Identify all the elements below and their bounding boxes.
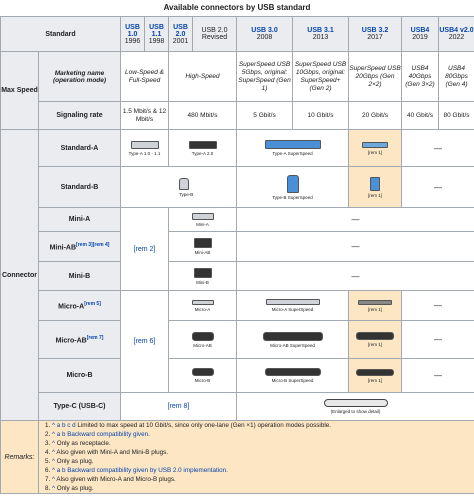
connector-header: Connector [1, 130, 39, 421]
remarks-list [39, 421, 474, 493]
mini-ab-receptacle-icon [194, 238, 212, 248]
micro-ab-header: Micro-AB[rem 7] [39, 321, 121, 359]
micro-a-usb32-plug-icon [358, 300, 392, 305]
standard-a-img-3: Type-A SuperSpeed [237, 130, 349, 167]
max-speed-header: Max Speed [1, 52, 39, 130]
micro-b-header: Micro-B [39, 359, 121, 393]
mini-b-img: Mini-B [169, 262, 237, 291]
micro-a-header: Micro-A[rem 5] [39, 291, 121, 321]
micro-b-plug-icon [192, 368, 214, 376]
micro-a-superspeed-plug-icon [266, 299, 320, 305]
standard-a-header: Standard-A [39, 130, 121, 167]
micro-ab-row [1, 321, 474, 359]
marketing-usb30: SuperSpeed USB 5Gbps, original: SuperSpeed (Gen 1) [237, 52, 293, 102]
signaling-usb32: 20 Gbit/s [349, 102, 402, 130]
remark-item: 1. ^ a b c d Limited to max speed at 10 Gbit/s, since only one-lane (Gen ×1) operation modes possible. [45, 422, 331, 429]
micro-b-img-2: Micro-B SuperSpeed [237, 359, 349, 393]
version-usb30[interactable]: USB 3.0 2008 [237, 17, 293, 52]
standard-a-img-1: Type-A 1.0 - 1.1 [121, 130, 169, 167]
type-c-img: (Enlarged to show detail) [237, 393, 474, 421]
mini-b-row [1, 262, 474, 291]
marketing-usb32: SuperSpeed USB 20Gbps (Gen 2×2) [349, 52, 402, 102]
remark-item: 7. ^ Also given with Micro-A and Micro-B plugs. [45, 476, 176, 483]
micro-a-usb32: [rem 1] [349, 291, 402, 321]
signaling-rate-header: Signaling rate [39, 102, 121, 130]
micro-a-row [1, 291, 474, 321]
marketing-usb4: USB4 40Gbps (Gen 3×2) [402, 52, 439, 102]
mini-a-plug-icon [192, 213, 214, 220]
type-a-plug-icon [131, 141, 159, 149]
version-usb20[interactable]: USB 2.0 2001 [169, 17, 193, 52]
type-c-rem-cell: [rem 8] [121, 393, 237, 421]
mini-a-img: Mini-A [169, 208, 237, 232]
version-usb10[interactable]: USB 1.0 1996 [121, 17, 145, 52]
version-usb4-v2[interactable]: USB4 v2.0 2022 [439, 17, 474, 52]
signaling-usb30: 5 Gbit/s [237, 102, 293, 130]
mini-b-header: Mini-B [39, 262, 121, 291]
signaling-usb4v2: 80 Gbit/s [439, 102, 474, 130]
micro-b-superspeed-plug-icon [265, 368, 321, 376]
type-c-row [1, 393, 474, 421]
remark-item: 3. ^ Only as receptacle. [45, 440, 111, 447]
micro-a-plug-icon [192, 300, 214, 305]
remark-item: 6. ^ a b Backward compatibility given by USB 2.0 implementation. [45, 467, 228, 474]
type-c-plug-icon [324, 399, 388, 407]
marketing-usb31: SuperSpeed USB 10Gbps, original: SuperSpeed+ (Gen 2) [293, 52, 349, 102]
micro-ab-img-1: Micro-AB [169, 321, 237, 359]
mini-ab-row [1, 232, 474, 262]
micro-b-img-1: Micro-B [169, 359, 237, 393]
type-b-superspeed-plug-icon [287, 175, 299, 193]
standard-a-usb32: [rem 1] [349, 130, 402, 167]
version-usb4[interactable]: USB4 2019 [402, 17, 439, 52]
micro-ab-usb32: [rem 1] [349, 321, 402, 359]
type-c-header: Type-C (USB-C) [39, 393, 121, 421]
standard-b-usb4-dash: — [402, 167, 474, 208]
micro-a-img-1: Micro-A [169, 291, 237, 321]
remarks-row [1, 421, 474, 494]
mini-a-dash: — [237, 208, 474, 232]
type-a-black-plug-icon [189, 141, 217, 149]
mini-b-dash: — [237, 262, 474, 291]
type-a-usb32-plug-icon [362, 142, 388, 148]
mini-a-row [1, 208, 474, 232]
marketing-low-full: Low-Speed & Full-Speed [121, 52, 169, 102]
remark-item: 2. ^ a b Backward compatibility given. [45, 431, 150, 438]
standard-b-img-3: Type-B SuperSpeed [237, 167, 349, 208]
remark-item: 5. ^ Only as plug. [45, 458, 94, 465]
remarks-list-cell [39, 421, 474, 494]
micro-a-img-2: Micro-A SuperSpeed [237, 291, 349, 321]
micro-a-usb4-dash: — [402, 291, 474, 321]
type-b-usb32-plug-icon [370, 177, 380, 191]
remark-item: 4. ^ Also given with Mini-A and Mini-B plugs. [45, 449, 169, 456]
micro-ab-receptacle-icon [192, 332, 214, 341]
micro-rem6-cell: [rem 6] [121, 291, 169, 393]
mini-rem2-cell: [rem 2] [121, 208, 169, 291]
standard-header: Standard [1, 17, 121, 52]
header-row [1, 17, 474, 52]
remark-item: 8. ^ Only as plug. [45, 485, 94, 492]
micro-b-usb32: [rem 1] [349, 359, 402, 393]
version-usb31[interactable]: USB 3.1 2013 [293, 17, 349, 52]
mini-ab-img: Mini-AB [169, 232, 237, 262]
type-b-plug-icon [179, 178, 189, 190]
remarks-label: Remarks: [1, 421, 39, 494]
micro-b-usb32-plug-icon [356, 369, 394, 376]
standard-b-img-1: Type-B [121, 167, 237, 208]
standard-a-img-2: Type-A 2.0 [169, 130, 237, 167]
mini-a-header: Mini-A [39, 208, 121, 232]
signaling-row [1, 102, 474, 130]
version-usb20-revised: USB 2.0 Revised [193, 17, 237, 52]
version-usb32[interactable]: USB 3.2 2017 [349, 17, 402, 52]
standard-b-header: Standard-B [39, 167, 121, 208]
version-usb11[interactable]: USB 1.1 1998 [145, 17, 169, 52]
signaling-usb4: 40 Gbit/s [402, 102, 439, 130]
signaling-low-full: 1.5 Mbit/s & 12 Mbit/s [121, 102, 169, 130]
micro-b-usb4-dash: — [402, 359, 474, 393]
standard-a-row [1, 130, 474, 167]
standard-b-row [1, 167, 474, 208]
type-a-superspeed-plug-icon [265, 140, 321, 149]
signaling-high: 480 Mbit/s [169, 102, 237, 130]
micro-ab-usb4-dash: — [402, 321, 474, 359]
marketing-high: High-Speed [169, 52, 237, 102]
micro-ab-usb32-icon [356, 332, 394, 340]
marketing-name-header: Marketing name (operation mode) [39, 52, 121, 102]
micro-ab-superspeed-receptacle-icon [263, 332, 323, 341]
standard-b-usb32: [rem 1] [349, 167, 402, 208]
standard-a-usb4-dash: — [402, 130, 474, 167]
mini-b-plug-icon [194, 268, 212, 278]
usb-connector-table [0, 16, 474, 494]
marketing-row [1, 52, 474, 102]
marketing-usb4v2: USB4 80Gbps (Gen 4) [439, 52, 474, 102]
signaling-usb31: 10 Gbit/s [293, 102, 349, 130]
micro-ab-img-2: Micro-AB SuperSpeed [237, 321, 349, 359]
micro-b-row [1, 359, 474, 393]
mini-ab-dash: — [237, 232, 474, 262]
mini-ab-header: Mini-AB[rem 3][rem 4] [39, 232, 121, 262]
table-caption: Available connectors by USB standard [163, 3, 311, 12]
